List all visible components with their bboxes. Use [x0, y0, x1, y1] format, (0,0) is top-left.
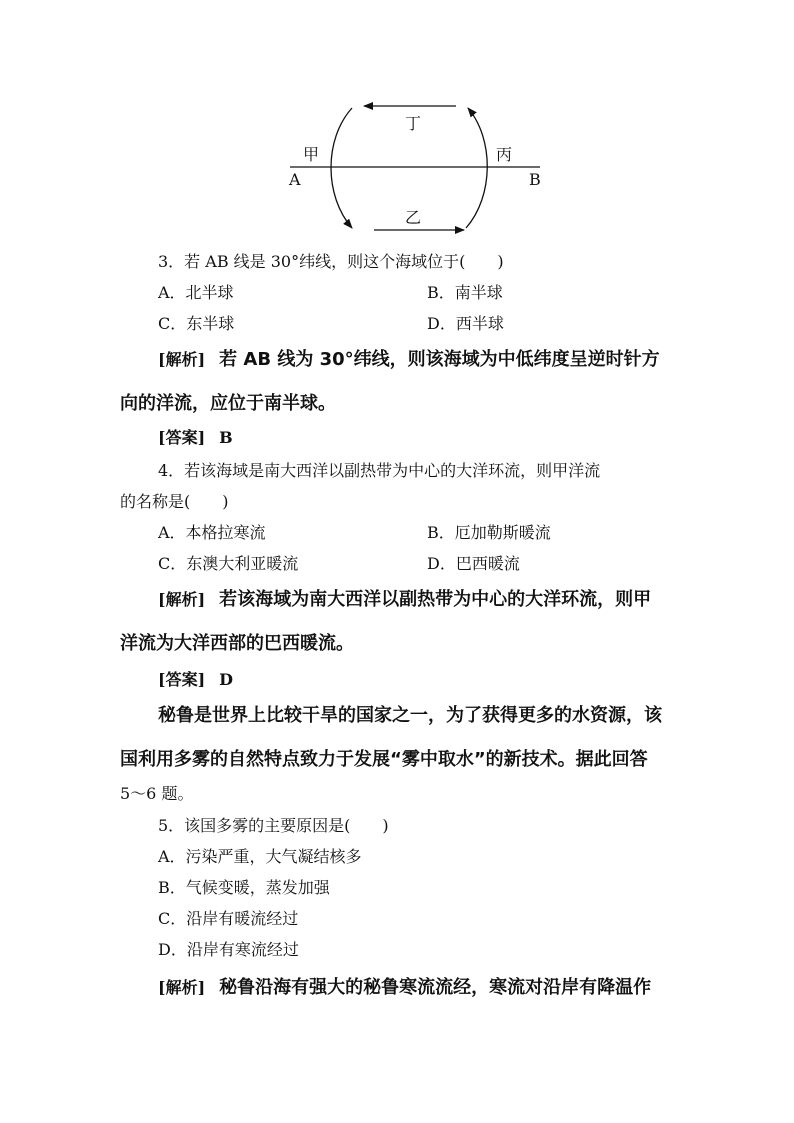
q4-option-b: B．厄加勒斯暖流: [427, 523, 551, 542]
q3-option-b: B．南半球: [427, 283, 503, 302]
q4-option-d: D．巴西暖流: [427, 554, 520, 573]
intro-line2: 国利用多雾的自然特点致力于发展“雾中取水”的新技术。据此回答: [120, 749, 648, 770]
q5-option-d: D．沿岸有寒流经过: [158, 940, 299, 959]
label-b: B: [529, 170, 541, 189]
q3-option-a: A．北半球: [158, 283, 234, 302]
q5-analysis-tag: [解析]: [158, 978, 206, 997]
q5-option-a: A．污染严重，大气凝结核多: [158, 847, 362, 866]
q5-analysis-line1: 秘鲁沿海有强大的秘鲁寒流流经，寒流对沿岸有降温作: [219, 977, 652, 998]
q3-option-c: C．东半球: [158, 314, 235, 333]
label-a: A: [289, 170, 301, 189]
intro-line1: 秘鲁是世界上比较干旱的国家之一，为了获得更多的水资源，该: [158, 705, 662, 726]
ocean-current-diagram: [284, 94, 546, 240]
q5-analysis: [120, 966, 680, 1010]
q3-option-d: D．西半球: [427, 314, 504, 333]
q3-analysis: [120, 338, 680, 426]
intro-paragraph: [120, 694, 680, 782]
left-current-arc: [331, 108, 352, 228]
q3-answer: [158, 428, 233, 448]
q5-option-c: C．沿岸有暖流经过: [158, 909, 299, 928]
q5-stem: 5．该国多雾的主要原因是( ): [158, 816, 389, 835]
q3-answer-value: B: [219, 428, 233, 447]
q5-option-b: B．气候变暖，蒸发加强: [158, 878, 330, 897]
right-current-arc: [466, 108, 487, 228]
q4-answer: [158, 670, 233, 690]
label-jia: 甲: [303, 145, 320, 164]
q4-option-a: A．本格拉寒流: [158, 523, 266, 542]
q3-analysis-tag: [解析]: [158, 350, 206, 369]
q4-answer-tag: [答案]: [158, 670, 206, 689]
q4-analysis-line1: 若该海域为南大西洋以副热带为中心的大洋环流，则甲: [219, 589, 652, 610]
q3-analysis-line1: 若 AB 线为 30°纬线，则该海域为中低纬度呈逆时针方: [219, 349, 660, 370]
label-yi: 乙: [405, 208, 422, 227]
q3-analysis-line2: 向的洋流，应位于南半球。: [120, 393, 336, 414]
q4-stem-line1: 4．若该海域是南大西洋以副热带为中心的大洋环流，则甲洋流: [158, 461, 601, 480]
label-bing: 丙: [496, 145, 513, 164]
q4-analysis: [120, 578, 680, 666]
q3-answer-tag: [答案]: [158, 428, 206, 447]
label-ding: 丁: [405, 114, 422, 133]
intro-line3: 5～6 题。: [120, 784, 194, 803]
q4-stem-line2: 的名称是( ): [120, 492, 229, 511]
q4-option-c: C．东澳大利亚暖流: [158, 554, 299, 573]
q3-stem: 3．若 AB 线是 30°纬线，则这个海域位于( ): [158, 252, 504, 271]
q4-analysis-tag: [解析]: [158, 590, 206, 609]
q4-analysis-line2: 洋流为大洋西部的巴西暖流。: [120, 633, 354, 654]
q4-answer-value: D: [219, 670, 234, 689]
